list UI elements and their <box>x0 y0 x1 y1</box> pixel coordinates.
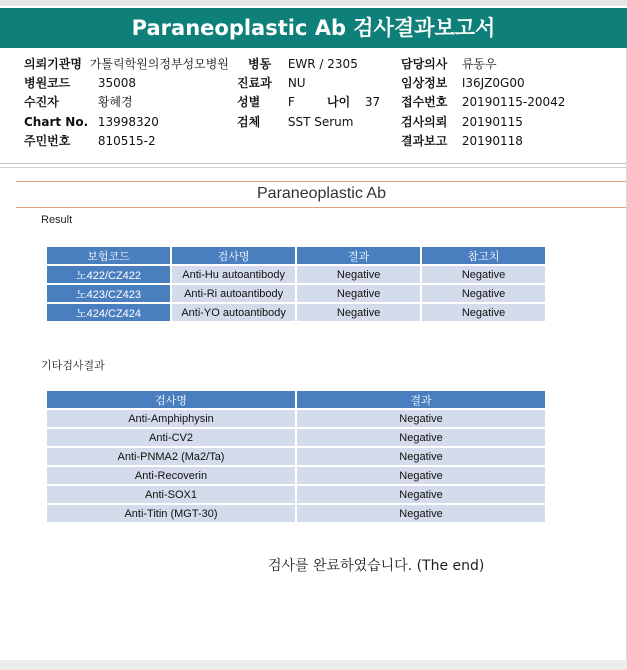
end-message: 검사를 완료하였습니다. (The end) <box>268 558 485 574</box>
info-value: I36JZ0G00 <box>461 76 525 90</box>
table-row <box>47 448 545 465</box>
divider <box>0 167 627 168</box>
info-value: EWR / 2305 <box>287 57 358 71</box>
column-header: 결과 <box>297 391 545 408</box>
result-cell: Negative <box>297 285 420 302</box>
reference-cell: Negative <box>422 266 545 283</box>
test-name-cell: Anti-CV2 <box>47 429 295 446</box>
reference-cell: Negative <box>422 304 545 321</box>
info-value: 37 <box>364 95 381 109</box>
table-row <box>47 505 545 522</box>
info-value: 가톨릭학원의정부성모병원 <box>89 57 229 71</box>
info-row-department <box>237 75 306 92</box>
info-value: 20190118 <box>461 134 523 148</box>
info-row-hospital-code <box>24 75 136 92</box>
info-row-hospital <box>24 56 229 73</box>
info-row-receipt-no <box>401 94 565 111</box>
column-header: 보험코드 <box>47 247 170 264</box>
info-value: 20190115-20042 <box>461 95 566 109</box>
table-row <box>47 429 545 446</box>
info-label: 의뢰기관명 <box>24 57 82 71</box>
info-label: 담당의사 <box>401 57 448 71</box>
column-header: 결과 <box>297 247 420 264</box>
info-row-chart-no <box>24 114 159 131</box>
info-label: 결과보고 <box>401 134 448 148</box>
result-cell: Negative <box>297 304 420 321</box>
info-label: 수진자 <box>24 95 59 109</box>
info-row-report-date <box>401 133 523 150</box>
info-label: 병동 <box>248 57 272 71</box>
test-name-cell: Anti-Ri autoantibody <box>172 285 295 302</box>
table-header-row <box>47 391 545 408</box>
section-rule-top <box>16 181 627 182</box>
info-value: F <box>287 95 295 109</box>
result-cell: Negative <box>297 467 545 484</box>
info-label: 나이 <box>327 95 351 109</box>
info-value: 류동우 <box>461 57 497 71</box>
table-row <box>47 266 545 283</box>
table-row <box>47 486 545 503</box>
result-cell: Negative <box>297 410 545 427</box>
test-name-cell: Anti-SOX1 <box>47 486 295 503</box>
info-label: 임상정보 <box>401 76 448 90</box>
result-cell: Negative <box>297 505 545 522</box>
insurance-code-cell: 노424/CZ424 <box>47 304 170 321</box>
insurance-code-cell: 노422/CZ422 <box>47 266 170 283</box>
info-value: 20190115 <box>461 115 523 129</box>
table-header-row <box>47 247 545 264</box>
insurance-code-cell: 노423/CZ423 <box>47 285 170 302</box>
test-name-cell: Anti-Hu autoantibody <box>172 266 295 283</box>
info-value: 황혜경 <box>97 95 133 109</box>
info-row-doctor <box>401 56 497 73</box>
result-label: Result <box>41 214 73 226</box>
test-name-cell: Anti-YO autoantibody <box>172 304 295 321</box>
info-row-clinical-info <box>401 75 525 92</box>
section-title: Paraneoplastic Ab <box>257 185 386 202</box>
info-row-patient <box>24 94 133 111</box>
section-rule-bottom <box>16 207 627 208</box>
info-label: 성별 <box>237 95 261 109</box>
other-results-label: 기타검사결과 <box>41 360 105 372</box>
test-name-cell: Anti-Amphiphysin <box>47 410 295 427</box>
info-row-sex <box>237 94 295 111</box>
reference-cell: Negative <box>422 285 545 302</box>
column-header: 참고치 <box>422 247 545 264</box>
column-header: 검사명 <box>47 391 295 408</box>
info-label: Chart No. <box>24 115 89 129</box>
info-row-ward <box>248 56 358 73</box>
info-label: 검체 <box>237 115 261 129</box>
report-title: Paraneoplastic Ab 검사결과보고서 <box>0 8 627 48</box>
info-label: 접수번호 <box>401 95 448 109</box>
other-result-table <box>45 389 547 524</box>
info-row-resident-no <box>24 133 156 150</box>
result-cell: Negative <box>297 448 545 465</box>
bottom-strip <box>0 660 627 670</box>
info-label: 주민번호 <box>24 134 71 148</box>
info-value: 35008 <box>97 76 137 90</box>
test-name-cell: Anti-Recoverin <box>47 467 295 484</box>
top-strip <box>0 0 627 6</box>
info-value: NU <box>287 76 306 90</box>
info-row-specimen <box>237 114 353 131</box>
divider <box>0 163 627 164</box>
info-value: 810515-2 <box>97 134 156 148</box>
test-name-cell: Anti-Titin (MGT-30) <box>47 505 295 522</box>
info-value: 13998320 <box>97 115 159 129</box>
test-name-cell: Anti-PNMA2 (Ma2/Ta) <box>47 448 295 465</box>
info-label: 병원코드 <box>24 76 71 90</box>
table-row <box>47 285 545 302</box>
main-result-table <box>45 245 547 323</box>
result-cell: Negative <box>297 486 545 503</box>
info-row-age <box>327 94 380 111</box>
info-label: 검사의뢰 <box>401 115 448 129</box>
table-row <box>47 304 545 321</box>
info-label: 진료과 <box>237 76 272 90</box>
column-header: 검사명 <box>172 247 295 264</box>
info-value: SST Serum <box>287 115 354 129</box>
info-row-request-date <box>401 114 523 131</box>
result-cell: Negative <box>297 266 420 283</box>
table-row <box>47 467 545 484</box>
table-row <box>47 410 545 427</box>
result-cell: Negative <box>297 429 545 446</box>
